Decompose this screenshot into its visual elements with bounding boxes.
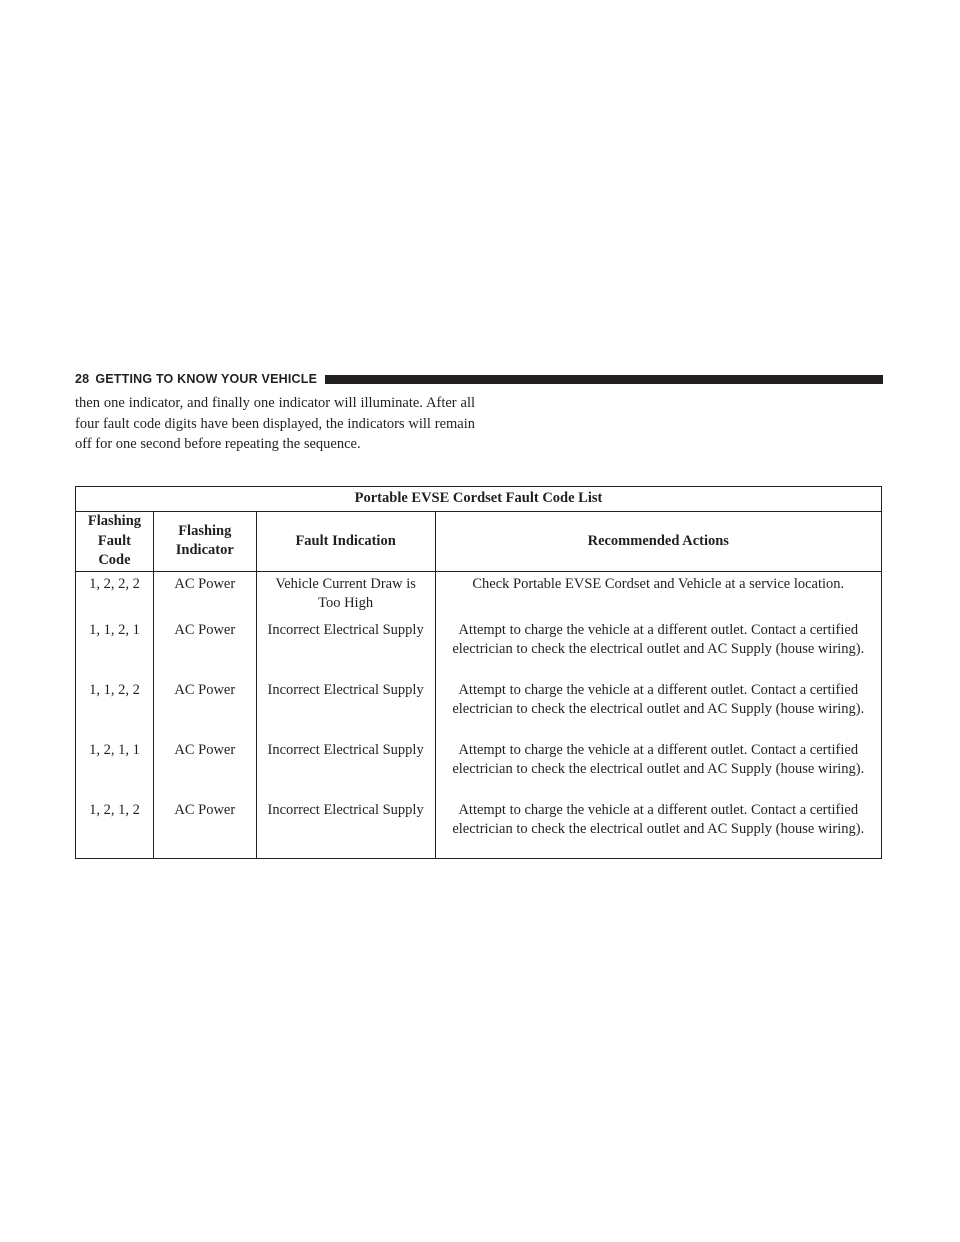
recommended-actions: Attempt to charge the vehicle at a different outlet. Contact a certified electrician to check the electrical outlet and AC Supply (house wiring). — [435, 678, 881, 738]
flashing-indicator: AC Power — [153, 738, 256, 798]
table-row — [76, 618, 882, 678]
flashing-indicator: AC Power — [153, 678, 256, 738]
fault-indication: Vehicle Current Draw is Too High — [256, 571, 435, 618]
recommended-actions: Attempt to charge the vehicle at a different outlet. Contact a certified electrician to check the electrical outlet and AC Supply (house wiring). — [435, 618, 881, 678]
fault-code: 1, 1, 2, 2 — [76, 678, 154, 738]
fault-indication: Incorrect Electrical Supply — [256, 798, 435, 859]
recommended-actions: Check Portable EVSE Cordset and Vehicle at a service location. — [435, 571, 881, 618]
fault-indication: Incorrect Electrical Supply — [256, 738, 435, 798]
fault-code: 1, 1, 2, 1 — [76, 618, 154, 678]
page-number: 28 — [75, 372, 90, 386]
table-row — [76, 571, 882, 618]
recommended-actions: Attempt to charge the vehicle at a different outlet. Contact a certified electrician to check the electrical outlet and AC Supply (house wiring). — [435, 738, 881, 798]
fault-code: 1, 2, 1, 2 — [76, 798, 154, 859]
recommended-actions: Attempt to charge the vehicle at a different outlet. Contact a certified electrician to check the electrical outlet and AC Supply (house wiring). — [435, 798, 881, 859]
flashing-indicator: AC Power — [153, 798, 256, 859]
table-row — [76, 678, 882, 738]
col-header-indicator: Flashing Indicator — [153, 512, 256, 572]
fault-code: 1, 2, 1, 1 — [76, 738, 154, 798]
col-header-code: Flashing Fault Code — [76, 512, 154, 572]
header-rule — [325, 375, 883, 384]
col-header-actions: Recommended Actions — [435, 512, 881, 572]
table-row — [76, 798, 882, 859]
page-header — [75, 371, 883, 387]
col-header-indication: Fault Indication — [256, 512, 435, 572]
table-row — [76, 738, 882, 798]
table-caption: Portable EVSE Cordset Fault Code List — [76, 487, 882, 512]
fault-indication: Incorrect Electrical Supply — [256, 678, 435, 738]
section-title: GETTING TO KNOW YOUR VEHICLE — [95, 372, 318, 386]
flashing-indicator: AC Power — [153, 571, 256, 618]
fault-code: 1, 2, 2, 2 — [76, 571, 154, 618]
flashing-indicator: AC Power — [153, 618, 256, 678]
fault-indication: Incorrect Electrical Supply — [256, 618, 435, 678]
fault-code-table — [75, 486, 882, 859]
intro-paragraph: then one indicator, and finally one indicator will illuminate. After all four fault code digits have been displayed, the indicators will remain off for one second before repeating the sequence. — [75, 395, 475, 452]
